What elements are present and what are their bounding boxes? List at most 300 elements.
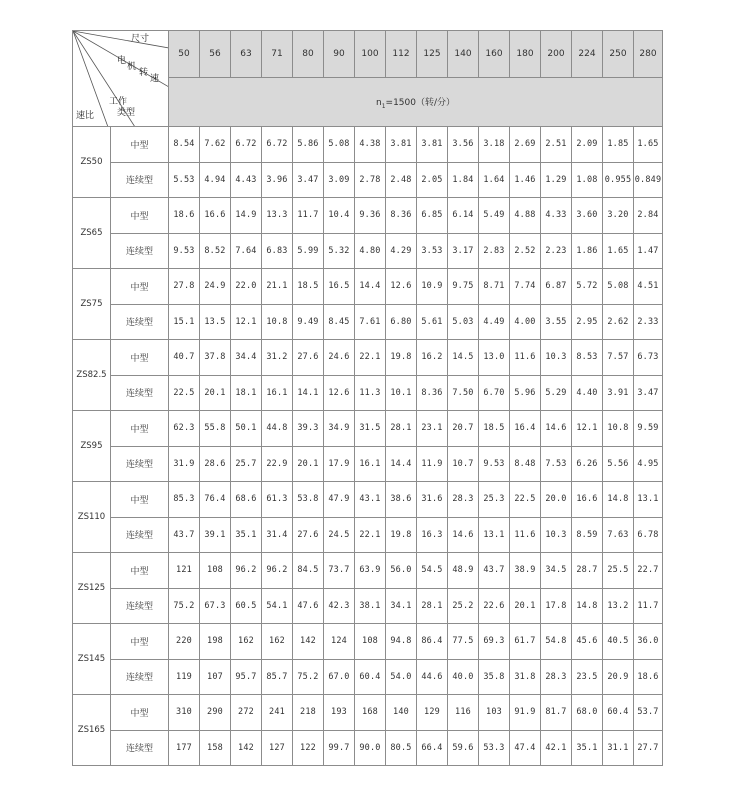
work-type-cell: 连续型	[111, 162, 169, 198]
power-value-cell: 61.3	[262, 482, 293, 518]
power-value-cell: 28.1	[386, 411, 417, 447]
power-value-cell: 18.1	[231, 375, 262, 411]
power-value-cell: 34.4	[231, 340, 262, 376]
power-value-cell: 108	[200, 553, 231, 589]
table-row	[73, 695, 663, 731]
power-value-cell: 77.5	[448, 624, 479, 660]
power-value-cell: 5.08	[324, 127, 355, 163]
power-value-cell: 47.6	[293, 588, 324, 624]
power-value-cell: 14.9	[231, 198, 262, 234]
power-value-cell: 50.1	[231, 411, 262, 447]
power-value-cell: 76.4	[200, 482, 231, 518]
power-value-cell: 1.08	[572, 162, 603, 198]
power-value-cell: 2.09	[572, 127, 603, 163]
power-value-cell: 14.8	[572, 588, 603, 624]
power-value-cell: 13.0	[479, 340, 510, 376]
model-cell: ZS50	[73, 127, 111, 198]
power-value-cell: 38.1	[355, 588, 386, 624]
power-value-cell: 16.6	[200, 198, 231, 234]
size-header-cell: 280	[634, 31, 663, 78]
table-row	[73, 375, 663, 411]
power-value-cell: 16.3	[417, 517, 448, 553]
power-value-cell: 3.18	[479, 127, 510, 163]
power-value-cell: 28.3	[541, 659, 572, 695]
power-value-cell: 43.7	[169, 517, 200, 553]
power-value-cell: 162	[262, 624, 293, 660]
power-value-cell: 3.47	[293, 162, 324, 198]
power-value-cell: 24.6	[324, 340, 355, 376]
power-value-cell: 122	[293, 730, 324, 766]
power-value-cell: 13.1	[634, 482, 663, 518]
power-value-cell: 17.9	[324, 446, 355, 482]
table-row	[73, 588, 663, 624]
power-value-cell: 66.4	[417, 730, 448, 766]
power-value-cell: 13.5	[200, 304, 231, 340]
power-value-cell: 1.65	[603, 233, 634, 269]
power-value-cell: 9.49	[293, 304, 324, 340]
power-value-cell: 60.5	[231, 588, 262, 624]
power-value-cell: 198	[200, 624, 231, 660]
power-value-cell: 6.85	[417, 198, 448, 234]
power-value-cell: 68.6	[231, 482, 262, 518]
power-value-cell: 127	[262, 730, 293, 766]
power-value-cell: 116	[448, 695, 479, 731]
corner-header-cell	[73, 31, 169, 127]
size-header-cell: 200	[541, 31, 572, 78]
power-value-cell: 142	[231, 730, 262, 766]
power-value-cell: 14.5	[448, 340, 479, 376]
power-value-cell: 1.86	[572, 233, 603, 269]
power-value-cell: 16.2	[417, 340, 448, 376]
model-cell: ZS110	[73, 482, 111, 553]
power-value-cell: 86.4	[417, 624, 448, 660]
power-value-cell: 16.1	[355, 446, 386, 482]
power-value-cell: 1.47	[634, 233, 663, 269]
power-value-cell: 31.2	[262, 340, 293, 376]
power-value-cell: 3.60	[572, 198, 603, 234]
power-value-cell: 27.6	[293, 517, 324, 553]
table-row	[73, 624, 663, 660]
power-value-cell: 90.0	[355, 730, 386, 766]
power-value-cell: 108	[355, 624, 386, 660]
corner-motor-label-3: 转	[139, 68, 149, 78]
power-value-cell: 119	[169, 659, 200, 695]
power-value-cell: 11.7	[293, 198, 324, 234]
power-value-cell: 47.9	[324, 482, 355, 518]
power-value-cell: 3.53	[417, 233, 448, 269]
power-value-cell: 81.7	[541, 695, 572, 731]
power-value-cell: 3.55	[541, 304, 572, 340]
power-value-cell: 40.7	[169, 340, 200, 376]
power-value-cell: 28.6	[200, 446, 231, 482]
power-value-cell: 17.8	[541, 588, 572, 624]
power-value-cell: 7.53	[541, 446, 572, 482]
power-value-cell: 18.5	[479, 411, 510, 447]
power-value-cell: 94.8	[386, 624, 417, 660]
power-value-cell: 1.65	[634, 127, 663, 163]
power-value-cell: 177	[169, 730, 200, 766]
power-value-cell: 7.74	[510, 269, 541, 305]
power-value-cell: 2.83	[479, 233, 510, 269]
power-value-cell: 40.5	[603, 624, 634, 660]
work-type-cell: 连续型	[111, 588, 169, 624]
power-value-cell: 2.52	[510, 233, 541, 269]
power-value-cell: 6.87	[541, 269, 572, 305]
power-value-cell: 20.1	[293, 446, 324, 482]
size-header-cell: 56	[200, 31, 231, 78]
power-value-cell: 31.5	[355, 411, 386, 447]
size-header-cell: 90	[324, 31, 355, 78]
work-type-cell: 中型	[111, 269, 169, 305]
work-type-cell: 中型	[111, 695, 169, 731]
power-value-cell: 24.9	[200, 269, 231, 305]
power-value-cell: 28.3	[448, 482, 479, 518]
power-value-cell: 48.9	[448, 553, 479, 589]
power-value-cell: 10.9	[417, 269, 448, 305]
table-row	[73, 127, 663, 163]
power-value-cell: 75.2	[293, 659, 324, 695]
table-row	[73, 517, 663, 553]
power-value-cell: 5.08	[603, 269, 634, 305]
model-cell: ZS75	[73, 269, 111, 340]
power-value-cell: 2.48	[386, 162, 417, 198]
power-value-cell: 22.1	[355, 517, 386, 553]
power-value-cell: 99.7	[324, 730, 355, 766]
power-value-cell: 18.6	[169, 198, 200, 234]
power-value-cell: 4.43	[231, 162, 262, 198]
power-table-wrapper	[72, 30, 660, 766]
power-value-cell: 5.96	[510, 375, 541, 411]
power-value-cell: 9.59	[634, 411, 663, 447]
corner-motor-label-2: 机	[127, 62, 137, 72]
model-cell: ZS65	[73, 198, 111, 269]
power-value-cell: 35.8	[479, 659, 510, 695]
corner-work-label-2: 类型	[117, 108, 136, 118]
size-header-cell: 160	[479, 31, 510, 78]
work-type-cell: 中型	[111, 198, 169, 234]
power-value-cell: 73.7	[324, 553, 355, 589]
table-row	[73, 411, 663, 447]
speed-rest: =1500（转/分）	[385, 97, 456, 108]
power-value-cell: 84.5	[293, 553, 324, 589]
power-value-cell: 24.5	[324, 517, 355, 553]
table-row	[73, 446, 663, 482]
power-value-cell: 23.1	[417, 411, 448, 447]
power-value-cell: 4.29	[386, 233, 417, 269]
power-value-cell: 20.7	[448, 411, 479, 447]
power-value-cell: 10.7	[448, 446, 479, 482]
power-value-cell: 3.81	[417, 127, 448, 163]
power-value-cell: 6.72	[231, 127, 262, 163]
power-value-cell: 290	[200, 695, 231, 731]
corner-motor-label-1: 电	[117, 56, 127, 66]
power-value-cell: 20.9	[603, 659, 634, 695]
power-value-cell: 21.1	[262, 269, 293, 305]
power-value-cell: 6.78	[634, 517, 663, 553]
power-value-cell: 7.63	[603, 517, 634, 553]
work-type-cell: 连续型	[111, 730, 169, 766]
power-value-cell: 25.5	[603, 553, 634, 589]
power-value-cell: 9.53	[169, 233, 200, 269]
table-row	[73, 340, 663, 376]
power-value-cell: 2.78	[355, 162, 386, 198]
power-value-cell: 8.71	[479, 269, 510, 305]
table-row	[73, 304, 663, 340]
power-value-cell: 53.7	[634, 695, 663, 731]
power-value-cell: 13.1	[479, 517, 510, 553]
power-value-cell: 7.57	[603, 340, 634, 376]
power-value-cell: 53.8	[293, 482, 324, 518]
power-value-cell: 67.0	[324, 659, 355, 695]
power-value-cell: 54.1	[262, 588, 293, 624]
power-value-cell: 1.64	[479, 162, 510, 198]
power-value-cell: 220	[169, 624, 200, 660]
table-row	[73, 730, 663, 766]
power-value-cell: 53.3	[479, 730, 510, 766]
power-value-cell: 16.6	[572, 482, 603, 518]
power-value-cell: 129	[417, 695, 448, 731]
power-value-cell: 5.53	[169, 162, 200, 198]
power-value-cell: 9.53	[479, 446, 510, 482]
power-value-cell: 28.7	[572, 553, 603, 589]
power-value-cell: 13.2	[603, 588, 634, 624]
power-value-cell: 142	[293, 624, 324, 660]
power-value-cell: 4.49	[479, 304, 510, 340]
power-value-cell: 34.9	[324, 411, 355, 447]
power-value-cell: 44.6	[417, 659, 448, 695]
power-value-cell: 12.1	[572, 411, 603, 447]
work-type-cell: 中型	[111, 127, 169, 163]
power-value-cell: 14.4	[386, 446, 417, 482]
size-header-cell: 50	[169, 31, 200, 78]
power-value-cell: 3.96	[262, 162, 293, 198]
power-value-cell: 4.95	[634, 446, 663, 482]
power-value-cell: 162	[231, 624, 262, 660]
power-value-cell: 16.1	[262, 375, 293, 411]
power-value-cell: 107	[200, 659, 231, 695]
work-type-cell: 中型	[111, 624, 169, 660]
power-value-cell: 19.8	[386, 517, 417, 553]
power-value-cell: 27.6	[293, 340, 324, 376]
power-value-cell: 19.8	[386, 340, 417, 376]
power-value-cell: 4.94	[200, 162, 231, 198]
power-value-cell: 39.1	[200, 517, 231, 553]
power-value-cell: 8.54	[169, 127, 200, 163]
size-header-cell: 180	[510, 31, 541, 78]
power-value-cell: 158	[200, 730, 231, 766]
size-header-cell: 140	[448, 31, 479, 78]
power-value-cell: 10.1	[386, 375, 417, 411]
power-value-cell: 12.6	[324, 375, 355, 411]
motor-speed-cell	[169, 78, 663, 127]
power-value-cell: 44.8	[262, 411, 293, 447]
table-row	[73, 553, 663, 589]
power-value-cell: 10.8	[603, 411, 634, 447]
power-value-cell: 11.6	[510, 517, 541, 553]
work-type-cell: 连续型	[111, 659, 169, 695]
power-value-cell: 193	[324, 695, 355, 731]
power-value-cell: 38.6	[386, 482, 417, 518]
header-size-row	[73, 31, 663, 78]
power-value-cell: 59.6	[448, 730, 479, 766]
power-value-cell: 20.1	[200, 375, 231, 411]
power-value-cell: 34.5	[541, 553, 572, 589]
power-value-cell: 2.69	[510, 127, 541, 163]
corner-ratio-label: 速比	[76, 111, 95, 121]
power-value-cell: 5.86	[293, 127, 324, 163]
power-value-cell: 2.23	[541, 233, 572, 269]
power-value-cell: 34.1	[386, 588, 417, 624]
power-value-cell: 47.4	[510, 730, 541, 766]
power-value-cell: 4.33	[541, 198, 572, 234]
power-value-cell: 6.70	[479, 375, 510, 411]
power-value-cell: 20.1	[510, 588, 541, 624]
power-value-cell: 91.9	[510, 695, 541, 731]
work-type-cell: 连续型	[111, 304, 169, 340]
power-value-cell: 10.8	[262, 304, 293, 340]
power-value-cell: 4.40	[572, 375, 603, 411]
power-value-cell: 31.4	[262, 517, 293, 553]
power-value-cell: 22.5	[169, 375, 200, 411]
power-value-cell: 3.47	[634, 375, 663, 411]
power-value-cell: 2.95	[572, 304, 603, 340]
power-value-cell: 3.81	[386, 127, 417, 163]
size-header-cell: 125	[417, 31, 448, 78]
power-value-cell: 4.80	[355, 233, 386, 269]
power-value-cell: 9.36	[355, 198, 386, 234]
power-value-cell: 8.36	[386, 198, 417, 234]
power-value-cell: 39.3	[293, 411, 324, 447]
table-row	[73, 482, 663, 518]
power-value-cell: 7.62	[200, 127, 231, 163]
power-value-cell: 3.91	[603, 375, 634, 411]
size-header-cell: 224	[572, 31, 603, 78]
power-value-cell: 3.17	[448, 233, 479, 269]
power-value-cell: 31.8	[510, 659, 541, 695]
power-value-cell: 12.1	[231, 304, 262, 340]
power-value-cell: 2.84	[634, 198, 663, 234]
power-value-cell: 5.32	[324, 233, 355, 269]
power-value-cell: 11.9	[417, 446, 448, 482]
power-value-cell: 40.0	[448, 659, 479, 695]
power-value-cell: 31.9	[169, 446, 200, 482]
power-value-cell: 8.59	[572, 517, 603, 553]
model-cell: ZS165	[73, 695, 111, 766]
power-value-cell: 7.50	[448, 375, 479, 411]
power-value-cell: 61.7	[510, 624, 541, 660]
power-value-cell: 2.33	[634, 304, 663, 340]
power-value-cell: 10.4	[324, 198, 355, 234]
power-value-cell: 5.03	[448, 304, 479, 340]
power-value-cell: 1.84	[448, 162, 479, 198]
power-value-cell: 45.6	[572, 624, 603, 660]
power-value-cell: 25.7	[231, 446, 262, 482]
power-value-cell: 35.1	[572, 730, 603, 766]
power-value-cell: 6.83	[262, 233, 293, 269]
power-value-cell: 25.3	[479, 482, 510, 518]
power-value-cell: 0.955	[603, 162, 634, 198]
power-value-cell: 6.26	[572, 446, 603, 482]
power-value-cell: 68.0	[572, 695, 603, 731]
power-value-cell: 75.2	[169, 588, 200, 624]
power-value-cell: 11.7	[634, 588, 663, 624]
power-value-cell: 11.6	[510, 340, 541, 376]
power-value-cell: 28.1	[417, 588, 448, 624]
size-header-cell: 100	[355, 31, 386, 78]
corner-size-label: 尺寸	[131, 34, 150, 44]
power-table	[72, 30, 663, 766]
power-value-cell: 11.3	[355, 375, 386, 411]
size-header-cell: 71	[262, 31, 293, 78]
power-value-cell: 69.3	[479, 624, 510, 660]
power-value-cell: 14.4	[355, 269, 386, 305]
power-value-cell: 4.00	[510, 304, 541, 340]
power-value-cell: 6.73	[634, 340, 663, 376]
power-value-cell: 96.2	[231, 553, 262, 589]
model-cell: ZS145	[73, 624, 111, 695]
power-value-cell: 16.4	[510, 411, 541, 447]
power-value-cell: 96.2	[262, 553, 293, 589]
work-type-cell: 中型	[111, 340, 169, 376]
power-value-cell: 8.52	[200, 233, 231, 269]
model-cell: ZS95	[73, 411, 111, 482]
power-value-cell: 14.6	[448, 517, 479, 553]
power-value-cell: 62.3	[169, 411, 200, 447]
power-value-cell: 14.6	[541, 411, 572, 447]
power-value-cell: 56.0	[386, 553, 417, 589]
power-value-cell: 8.48	[510, 446, 541, 482]
power-value-cell: 168	[355, 695, 386, 731]
power-value-cell: 5.49	[479, 198, 510, 234]
corner-motor-label-4: 速	[150, 74, 160, 84]
power-value-cell: 35.1	[231, 517, 262, 553]
power-value-cell: 14.1	[293, 375, 324, 411]
power-value-cell: 5.29	[541, 375, 572, 411]
power-value-cell: 6.14	[448, 198, 479, 234]
table-row	[73, 198, 663, 234]
size-header-cell: 112	[386, 31, 417, 78]
power-value-cell: 22.9	[262, 446, 293, 482]
work-type-cell: 中型	[111, 411, 169, 447]
power-value-cell: 20.0	[541, 482, 572, 518]
power-value-cell: 4.88	[510, 198, 541, 234]
power-value-cell: 54.0	[386, 659, 417, 695]
power-value-cell: 14.8	[603, 482, 634, 518]
power-value-cell: 22.0	[231, 269, 262, 305]
power-value-cell: 67.3	[200, 588, 231, 624]
power-value-cell: 22.5	[510, 482, 541, 518]
speed-subscript: 1	[381, 102, 386, 110]
power-value-cell: 80.5	[386, 730, 417, 766]
power-value-cell: 241	[262, 695, 293, 731]
power-value-cell: 15.1	[169, 304, 200, 340]
power-value-cell: 8.36	[417, 375, 448, 411]
power-value-cell: 2.05	[417, 162, 448, 198]
power-value-cell: 27.8	[169, 269, 200, 305]
power-value-cell: 8.45	[324, 304, 355, 340]
power-value-cell: 63.9	[355, 553, 386, 589]
table-row	[73, 162, 663, 198]
power-value-cell: 13.3	[262, 198, 293, 234]
power-value-cell: 3.20	[603, 198, 634, 234]
work-type-cell: 中型	[111, 482, 169, 518]
power-value-cell: 1.85	[603, 127, 634, 163]
size-header-cell: 250	[603, 31, 634, 78]
power-value-cell: 85.7	[262, 659, 293, 695]
work-type-cell: 连续型	[111, 446, 169, 482]
power-value-cell: 16.5	[324, 269, 355, 305]
power-value-cell: 9.75	[448, 269, 479, 305]
